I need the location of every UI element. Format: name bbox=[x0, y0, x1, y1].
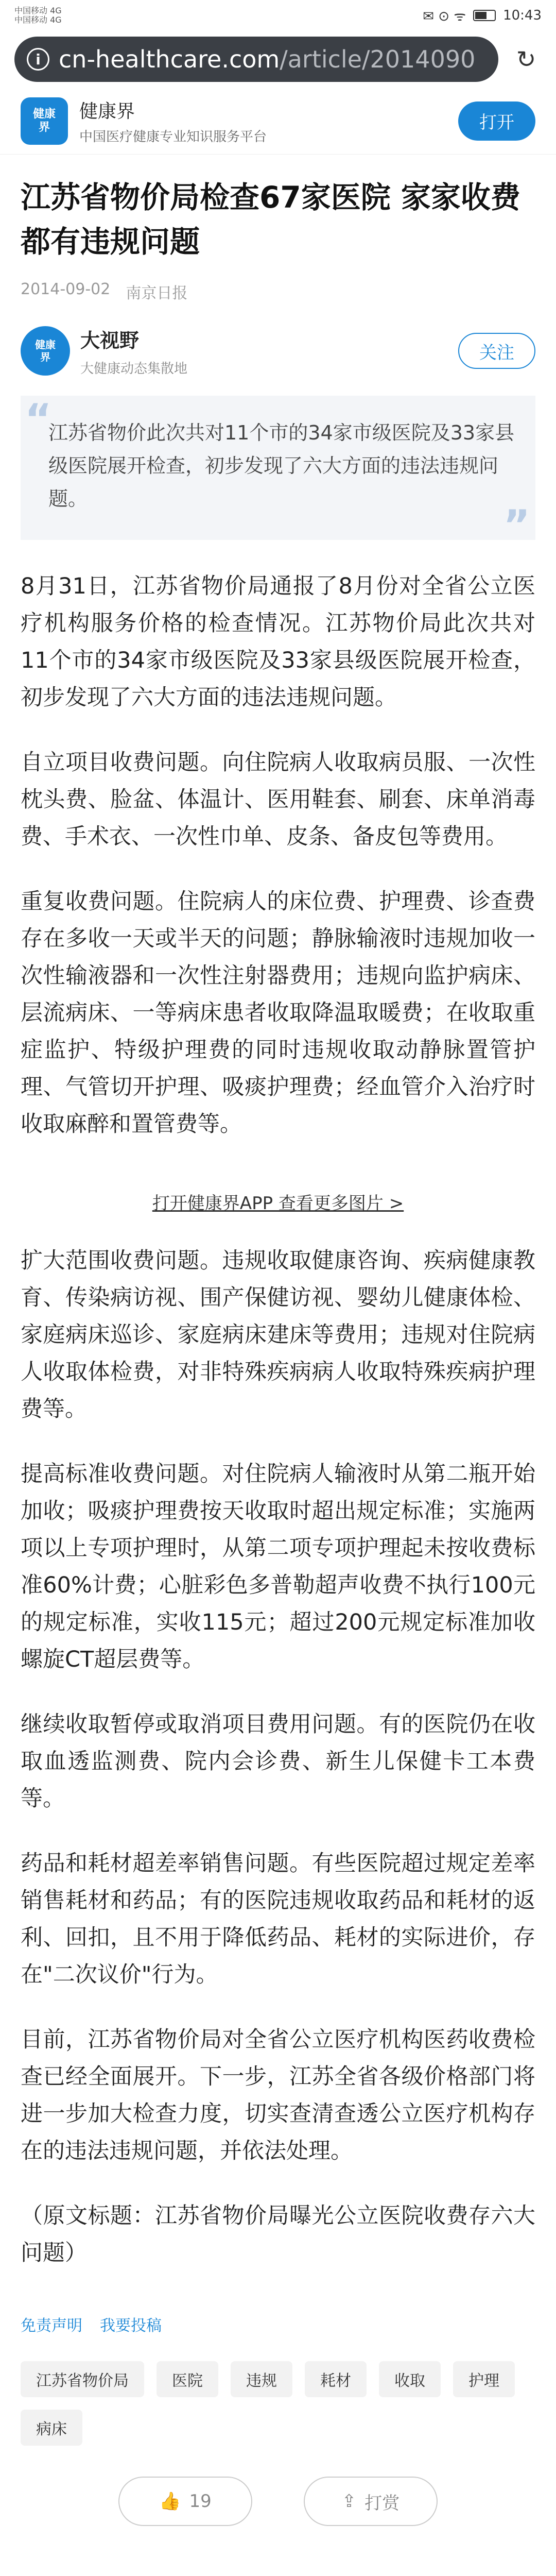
avatar[interactable] bbox=[21, 326, 70, 376]
tag[interactable]: 医院 bbox=[157, 2361, 218, 2397]
article-actions bbox=[21, 2477, 535, 2526]
author-info bbox=[80, 325, 448, 377]
url-host: cn-healthcare.com bbox=[59, 45, 280, 73]
paragraph: 重复收费问题。住院病人的床位费、护理费、诊查费存在多收一天或半天的问题；静脉输液时违规加收一次性输液器和一次性注射器费用；违规向监护病床、层流病床、一等病床患者收取降温取暖费；在收取重症监护、特级护理费的同时违规收取动静脉置管护理、气管切开护理、吸痰护理费；经血管介入治疗时收取麻醉和置管费等。 bbox=[21, 889, 535, 1137]
status-right bbox=[423, 6, 542, 25]
author-description: 大健康动态集散地 bbox=[80, 361, 188, 377]
paragraph: 提高标准收费问题。对住院病人输液时从第二瓶开始加收；吸痰护理费按天收取时超出规定标准；实施两项以上专项护理时，从第二项专项护理起未按收费标准60%计费；心脏彩色多普勒超声收费不执行100元的规定标准，实收115元；超过200元规定标准加收螺旋CT超层费等。 bbox=[21, 1461, 535, 1672]
like-button[interactable] bbox=[118, 2477, 252, 2526]
tag-list bbox=[21, 2361, 535, 2446]
avatar-text-1: 健康 bbox=[35, 338, 56, 351]
status-bar bbox=[0, 0, 556, 31]
tag[interactable]: 江苏省物价局 bbox=[21, 2361, 144, 2397]
battery-icon bbox=[473, 10, 496, 21]
author-row bbox=[21, 325, 535, 377]
disclaimer-link[interactable]: 免责声明 bbox=[21, 2317, 82, 2335]
summary-text: 江苏省物价此次共对11个市的34家市级医院及33家县级医院展开检查，初步发现了六大方面的违法违规问题。 bbox=[48, 421, 515, 510]
carrier-info bbox=[14, 6, 62, 25]
app-description: 中国医疗健康专业知识服务平台 bbox=[79, 129, 267, 145]
avatar-text-2: 界 bbox=[40, 351, 50, 363]
reward-label: 打赏 bbox=[364, 2493, 400, 2514]
footer-links bbox=[21, 2313, 535, 2335]
app-info bbox=[79, 97, 447, 145]
app-logo-text-1: 健康 bbox=[32, 107, 56, 121]
paragraph: 8月31日，江苏省物价局通报了8月份对全省公立医疗机构服务价格的检查情况。江苏物价局此次共对11个市的34家市级医院及33家县级医院展开检查，初步发现了六大方面的违法违规问题。 bbox=[21, 573, 535, 710]
paragraph: 药品和耗材超差率销售问题。有些医院超过规定差率销售耗材和药品；有的医院违规收取药品和耗材的返利、回扣，且不用于降低药品、耗材的实际进价，存在"二次议价"行为。 bbox=[21, 1851, 535, 1988]
info-icon[interactable]: i bbox=[27, 48, 49, 71]
app-logo bbox=[21, 97, 68, 145]
app-logo-text-2: 界 bbox=[38, 121, 50, 134]
open-app-button[interactable]: 打开 bbox=[458, 101, 535, 141]
reload-icon[interactable]: ↻ bbox=[516, 45, 536, 73]
article bbox=[0, 175, 556, 2526]
open-app-link[interactable]: 打开健康界APP 查看更多图片 > bbox=[152, 1193, 404, 1214]
tag[interactable]: 护理 bbox=[453, 2361, 515, 2397]
paragraph: 继续收取暂停或取消项目费用问题。有的医院仍在收取血透监测费、院内会诊费、新生儿保健卡工本费等。 bbox=[21, 1711, 535, 1811]
reward-button[interactable] bbox=[304, 2477, 438, 2526]
follow-button[interactable]: 关注 bbox=[458, 333, 535, 369]
app-banner bbox=[0, 88, 556, 155]
author-name[interactable]: 大视野 bbox=[80, 329, 140, 352]
like-icon: 👍 bbox=[159, 2491, 181, 2512]
paragraph: 目前，江苏省物价局对全省公立医疗机构医药收费检查已经全面展开。下一步，江苏全省各级价格部门将进一步加大检查力度，切实查清查透公立医疗机构存在的违法违规问题，并依法处理。 bbox=[21, 2027, 535, 2164]
summary-quote bbox=[21, 395, 535, 549]
paragraph: 自立项目收费问题。向住院病人收取病员服、一次性枕头费、脸盆、体温计、医用鞋套、刷套、床单消毒费、手术衣、一次性巾单、皮条、备皮包等费用。 bbox=[21, 750, 535, 850]
paragraph: （原文标题：江苏省物价局曝光公立医院收费存六大问题） bbox=[21, 2203, 535, 2266]
browser-url-bar bbox=[0, 31, 556, 88]
submit-link[interactable]: 我要投稿 bbox=[100, 2317, 162, 2335]
article-title: 江苏省物价局检查67家医院 家家收费都有违规问题 bbox=[21, 180, 520, 259]
carrier-1: 中国移动 4G bbox=[14, 6, 62, 15]
carrier-2: 中国移动 4G bbox=[14, 15, 62, 25]
app-name: 健康界 bbox=[79, 100, 135, 122]
status-icons: ✉ ⊙ ᯤ bbox=[423, 9, 466, 24]
tag[interactable]: 病床 bbox=[21, 2410, 82, 2446]
like-count: 19 bbox=[189, 2491, 212, 2512]
article-date: 2014-09-02 bbox=[21, 280, 111, 298]
reward-icon: ⇪ bbox=[341, 2491, 357, 2512]
url-text[interactable] bbox=[59, 45, 475, 73]
article-source: 南京日报 bbox=[126, 284, 188, 302]
tag[interactable]: 违规 bbox=[231, 2361, 292, 2397]
article-meta bbox=[21, 280, 535, 303]
clock: 10:43 bbox=[503, 8, 542, 23]
open-quote-icon: “ bbox=[25, 395, 52, 443]
url-field[interactable] bbox=[14, 37, 498, 82]
tag[interactable]: 收取 bbox=[379, 2361, 441, 2397]
tag[interactable]: 耗材 bbox=[305, 2361, 367, 2397]
url-path: /article/2014090 bbox=[280, 45, 476, 73]
close-quote-icon: ” bbox=[503, 501, 530, 549]
paragraph: 扩大范围收费问题。违规收取健康咨询、疾病健康教育、传染病访视、围产保健访视、婴幼儿健康体检、家庭病床巡诊、家庭病床建床等费用；违规对住院病人收取体检费，对非特殊疾病病人收取特殊疾病护理费等。 bbox=[21, 1248, 535, 1422]
